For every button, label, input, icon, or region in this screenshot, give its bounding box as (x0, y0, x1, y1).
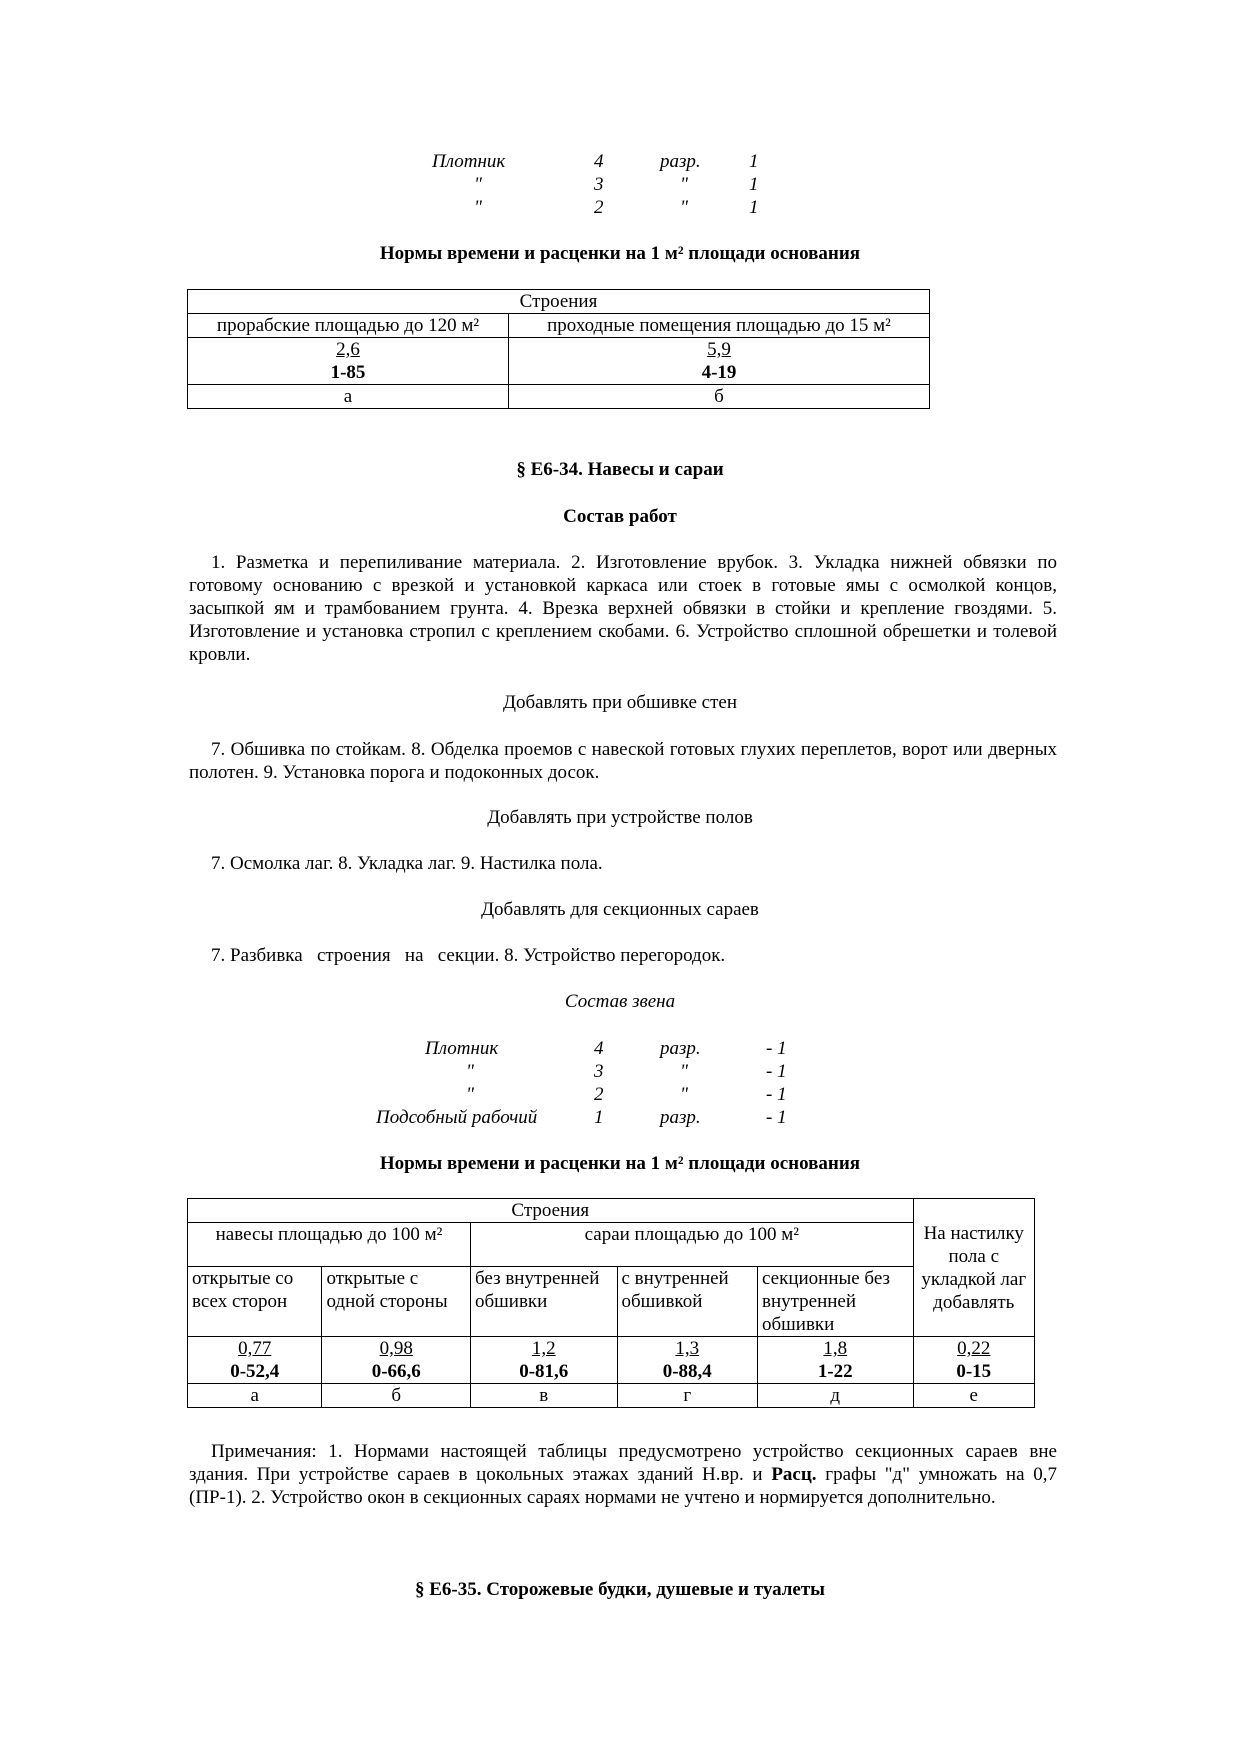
norm-cell (617, 1337, 757, 1384)
crew-grade: 2 (594, 1084, 604, 1105)
group-header: навесы площадью до 100 м² (188, 1223, 471, 1267)
rate-value: 1-85 (330, 362, 366, 383)
group-header: сараи площадью до 100 м² (470, 1223, 913, 1267)
time-norm: 0,77 (238, 1338, 272, 1359)
rate-value: 0-81,6 (519, 1361, 569, 1382)
notes-paragraph (189, 1440, 1057, 1509)
norm-cell (188, 1337, 322, 1384)
norms-table-2 (187, 1198, 1035, 1408)
column-letter: б (509, 385, 930, 409)
rate-value: 4-19 (701, 362, 737, 383)
rate-value: 0-66,6 (371, 1361, 421, 1382)
norm-cell (188, 338, 509, 385)
crew-list-1 (0, 150, 1240, 220)
norms-title: Нормы времени и расценки на 1 м² площади основания (379, 243, 861, 264)
sections-paragraph: 7. Разбивка строения на секции. 8. Устройство перегородок. (211, 945, 726, 966)
notes-bold-term: Расц. (771, 1464, 817, 1485)
crew-title: Состав звена (564, 991, 676, 1012)
norms-table-1 (187, 289, 930, 409)
subheading-walls: Добавлять при обшивке стен (502, 692, 738, 713)
column-header: секционные без внутренней обшивки (757, 1267, 913, 1337)
column-header: без внутренней обшивки (470, 1267, 617, 1337)
walls-paragraph: 7. Обшивка по стойкам. 8. Обделка проемов с навеской готовых глухих переплетов, ворот или дверных полотен. 9. Установка порога и подоконных досок. (189, 739, 1057, 783)
subheading-floors: Добавлять при устройстве полов (487, 807, 753, 828)
floors-paragraph: 7. Осмолка лаг. 8. Укладка лаг. 9. Настилка пола. (211, 853, 603, 874)
crew-count: - 1 (766, 1107, 787, 1128)
column-letter: а (188, 1384, 322, 1408)
norm-cell (509, 338, 930, 385)
extra-column-header: На настилку пола с укладкой лаг добавлять (913, 1199, 1034, 1337)
next-section-title: § Е6-35. Сторожевые будки, душевые и туалеты (414, 1579, 826, 1600)
time-norm: 2,6 (336, 339, 360, 360)
crew-list-2 (0, 1037, 1240, 1132)
table-header: Строения (188, 1199, 914, 1223)
rate-value: 0-52,4 (230, 1361, 280, 1382)
subheading-sections: Добавлять для секционных сараев (481, 899, 759, 920)
section-title: § Е6-34. Навесы и сараи (516, 459, 724, 480)
time-norm: 5,9 (707, 339, 731, 360)
work-steps-paragraph: 1. Разметка и перепиливание материала. 2. Изготовление врубок. 3. Укладка нижней обвязки по готовому основанию с врезкой и установкой каркаса или стоек в готовые ямы с осмолкой концов, засыпкой ям и трамбованием грунта. 4. Врезка верхней обвязки в стойки и крепление гвоздями. 5. Изготовление и установка стропил с креплением скобами. 6. Устройство сплошной обрешетки и толевой кровли. (189, 552, 1057, 665)
rate-value: 1-22 (817, 1361, 853, 1382)
crew-role: " (474, 174, 482, 195)
time-norm: 1,3 (675, 1338, 700, 1359)
time-norm: 1,8 (823, 1338, 848, 1359)
norm-cell (913, 1337, 1034, 1384)
crew-grade: 3 (594, 174, 604, 195)
norm-cell (322, 1337, 471, 1384)
crew-grade: 2 (594, 197, 604, 218)
column-letter: в (470, 1384, 617, 1408)
composition-title: Состав работ (563, 506, 677, 527)
column-header: проходные помещения площадью до 15 м² (509, 314, 930, 338)
crew-grade-unit: " (680, 174, 688, 195)
crew-grade-unit: " (680, 1061, 688, 1082)
crew-grade: 4 (594, 151, 604, 172)
time-norm: 1,2 (531, 1338, 556, 1359)
crew-role: Плотник (432, 151, 506, 172)
crew-count: 1 (749, 174, 759, 195)
norm-cell (470, 1337, 617, 1384)
crew-grade-unit: " (680, 197, 688, 218)
crew-grade: 3 (594, 1061, 604, 1082)
rate-value: 0-88,4 (662, 1361, 712, 1382)
column-header: открытые с одной стороны (322, 1267, 471, 1337)
time-norm: 0,98 (379, 1338, 413, 1359)
column-header: прорабские площадью до 120 м² (188, 314, 509, 338)
crew-grade-unit: " (680, 1084, 688, 1105)
crew-role: " (466, 1061, 474, 1082)
crew-count: 1 (749, 151, 759, 172)
table-header: Строения (188, 290, 930, 314)
column-letter: б (322, 1384, 471, 1408)
crew-grade: 4 (594, 1038, 604, 1059)
crew-role: Плотник (425, 1038, 499, 1059)
column-letter: г (617, 1384, 757, 1408)
column-letter: д (757, 1384, 913, 1408)
crew-grade-unit: разр. (660, 1107, 701, 1128)
crew-role: Подсобный рабочий (376, 1107, 538, 1128)
crew-grade: 1 (594, 1107, 604, 1128)
column-letter: е (913, 1384, 1034, 1408)
crew-grade-unit: разр. (660, 1038, 701, 1059)
column-header: открытые со всех сторон (188, 1267, 322, 1337)
rate-value: 0-15 (956, 1361, 992, 1382)
crew-role: " (466, 1084, 474, 1105)
column-header: с внутренней обшивкой (617, 1267, 757, 1337)
time-norm: 0,22 (957, 1338, 991, 1359)
norm-cell (757, 1337, 913, 1384)
notes-text: графы "д" умножать на 0,7 (ПР-1). 2. Устройство окон в секционных сараях нормами не учтено и нормируется дополнительно. (189, 1464, 1057, 1508)
crew-role: " (474, 197, 482, 218)
column-letter: а (188, 385, 509, 409)
crew-count: - 1 (766, 1061, 787, 1082)
notes-text: Примечания: 1. Нормами настоящей таблицы предусмотрено устройство секционных сараев вне здания. При устройстве сараев в цокольных этажах зданий Н.вр. и (189, 1441, 1057, 1485)
crew-grade-unit: разр. (660, 151, 701, 172)
crew-count: 1 (749, 197, 759, 218)
norms-title: Нормы времени и расценки на 1 м² площади основания (379, 1153, 861, 1174)
crew-count: - 1 (766, 1038, 787, 1059)
crew-count: - 1 (766, 1084, 787, 1105)
